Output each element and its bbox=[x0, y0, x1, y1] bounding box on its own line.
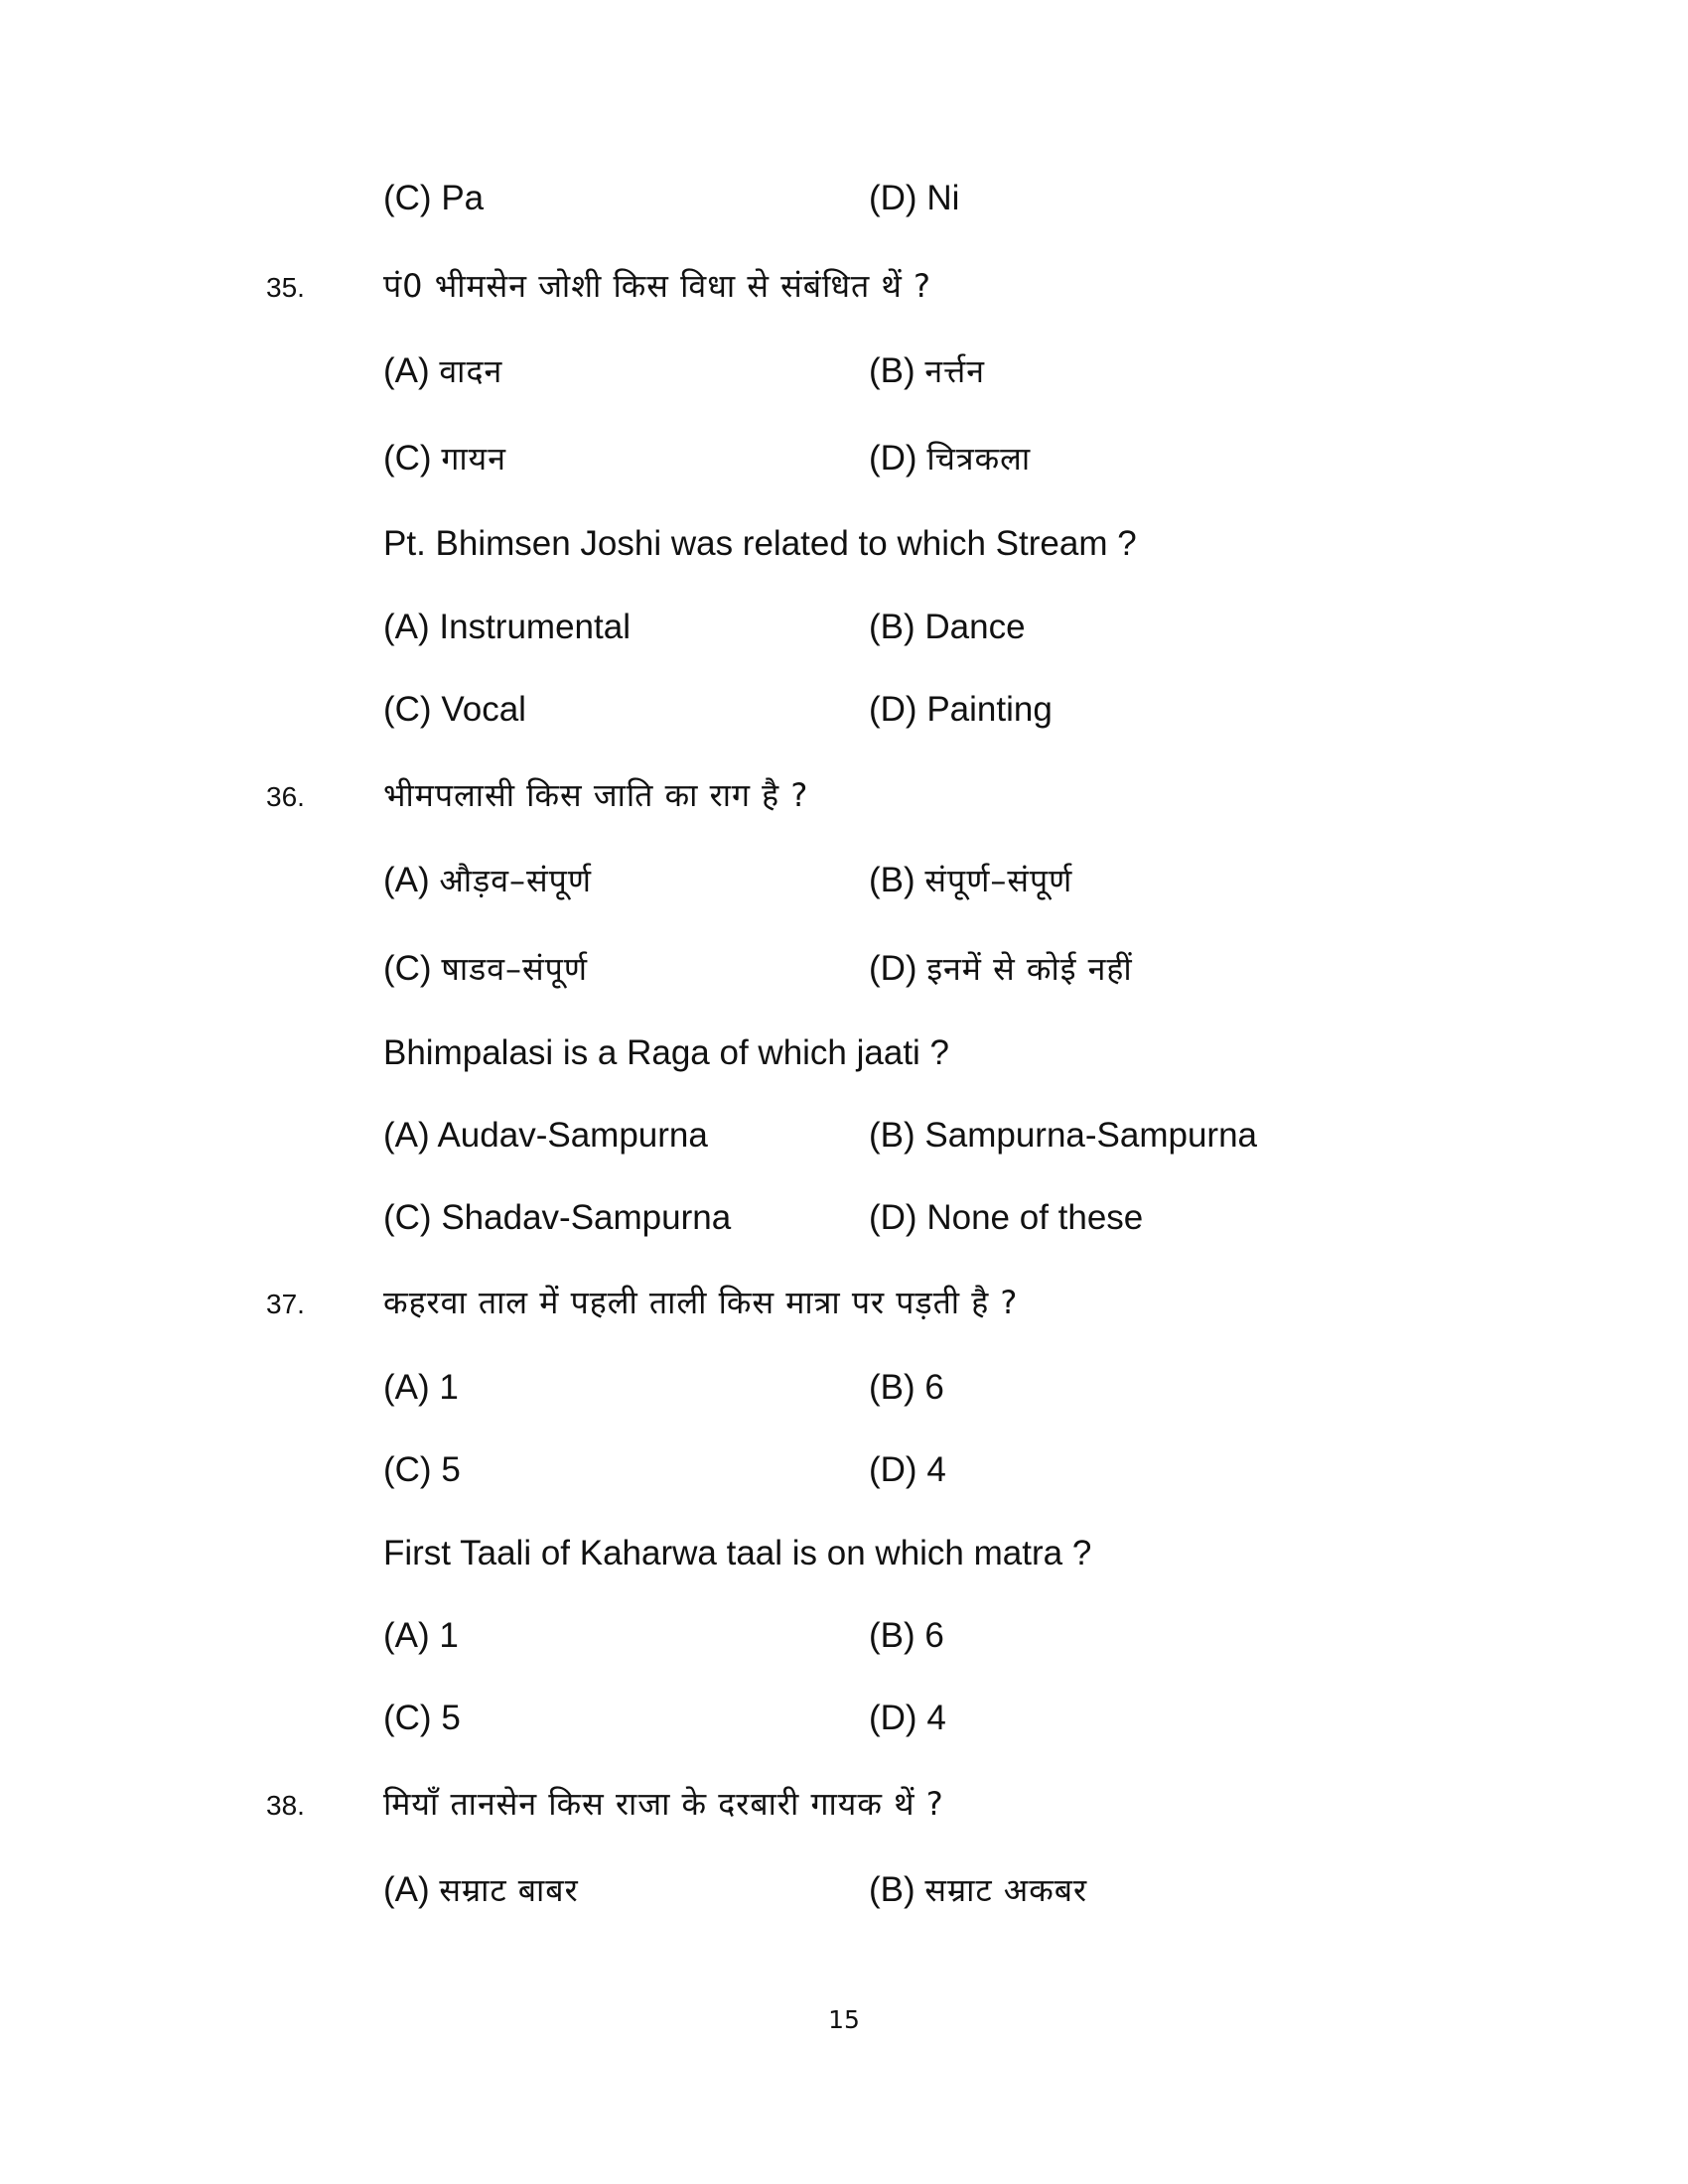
option-a: (A) वादन bbox=[383, 351, 503, 390]
question-text-hindi: पं0 भीमसेन जोशी किस विधा से संबंधित थें ? bbox=[383, 267, 932, 305]
option-b: (B) नर्त्तन bbox=[869, 351, 986, 390]
option-c: (C) गायन bbox=[383, 439, 506, 478]
question-text-english: Pt. Bhimsen Joshi was related to which Stream ? bbox=[383, 524, 1137, 563]
page-number: 15 bbox=[828, 2005, 860, 2034]
option-b: (B) 6 bbox=[869, 1616, 944, 1655]
question-text-english: Bhimpalasi is a Raga of which jaati ? bbox=[383, 1033, 950, 1072]
option-a: (A) सम्राट बाबर bbox=[383, 1870, 579, 1909]
question-37-hindi bbox=[0, 1281, 1688, 1340]
option-b: (B) Dance bbox=[869, 608, 1026, 646]
option-d: (D) 4 bbox=[869, 1450, 946, 1489]
question-text-hindi: मियाँ तानसेन किस राजा के दरबारी गायक थें ? bbox=[383, 1785, 944, 1823]
option-row bbox=[0, 1198, 1688, 1258]
question-35-hindi bbox=[0, 264, 1688, 324]
question-number: 38. bbox=[266, 1790, 305, 1821]
option-a: (A) 1 bbox=[383, 1616, 459, 1655]
question-38-hindi bbox=[0, 1782, 1688, 1842]
option-a: (A) Instrumental bbox=[383, 608, 631, 646]
question-number: 37. bbox=[266, 1289, 305, 1319]
option-c: (C) 5 bbox=[383, 1450, 461, 1489]
question-text-english: First Taali of Kaharwa taal is on which matra ? bbox=[383, 1534, 1092, 1572]
option-row bbox=[0, 690, 1688, 750]
option-row bbox=[0, 1616, 1688, 1676]
option-b: (B) सम्राट अकबर bbox=[869, 1870, 1088, 1909]
option-b: (B) संपूर्ण–संपूर्ण bbox=[869, 861, 1073, 899]
option-d: (D) Ni bbox=[869, 179, 960, 217]
option-row bbox=[0, 1116, 1688, 1175]
option-c: (C) षाडव–संपूर्ण bbox=[383, 949, 588, 988]
option-d: (D) 4 bbox=[869, 1699, 946, 1737]
option-row bbox=[0, 1450, 1688, 1510]
option-a: (A) औड़व–संपूर्ण bbox=[383, 861, 592, 899]
option-d: (D) None of these bbox=[869, 1198, 1144, 1237]
option-row bbox=[0, 947, 1688, 1007]
question-36-hindi bbox=[0, 773, 1688, 833]
option-d: (D) चित्रकला bbox=[869, 439, 1032, 478]
question-35-english bbox=[0, 524, 1688, 584]
option-row bbox=[0, 1699, 1688, 1758]
option-a: (A) Audav-Sampurna bbox=[383, 1116, 708, 1155]
option-row bbox=[0, 859, 1688, 918]
option-row bbox=[0, 179, 1688, 238]
question-37-english bbox=[0, 1534, 1688, 1593]
option-c: (C) Shadav-Sampurna bbox=[383, 1198, 732, 1237]
question-text-hindi: भीमपलासी किस जाति का राग है ? bbox=[383, 776, 809, 814]
question-number: 35. bbox=[266, 272, 305, 303]
option-row bbox=[0, 1368, 1688, 1428]
question-text-hindi: कहरवा ताल में पहली ताली किस मात्रा पर पड़ती है ? bbox=[383, 1284, 1019, 1321]
option-d: (D) इनमें से कोई नहीं bbox=[869, 949, 1133, 988]
question-number: 36. bbox=[266, 781, 305, 812]
option-b: (B) Sampurna-Sampurna bbox=[869, 1116, 1258, 1155]
option-c: (C) 5 bbox=[383, 1699, 461, 1737]
option-row bbox=[0, 1868, 1688, 1928]
question-36-english bbox=[0, 1033, 1688, 1093]
option-c: (C) Vocal bbox=[383, 690, 526, 729]
option-c: (C) Pa bbox=[383, 179, 485, 217]
option-b: (B) 6 bbox=[869, 1368, 944, 1407]
option-row bbox=[0, 349, 1688, 409]
option-row bbox=[0, 437, 1688, 496]
option-row bbox=[0, 608, 1688, 667]
option-d: (D) Painting bbox=[869, 690, 1053, 729]
option-a: (A) 1 bbox=[383, 1368, 459, 1407]
